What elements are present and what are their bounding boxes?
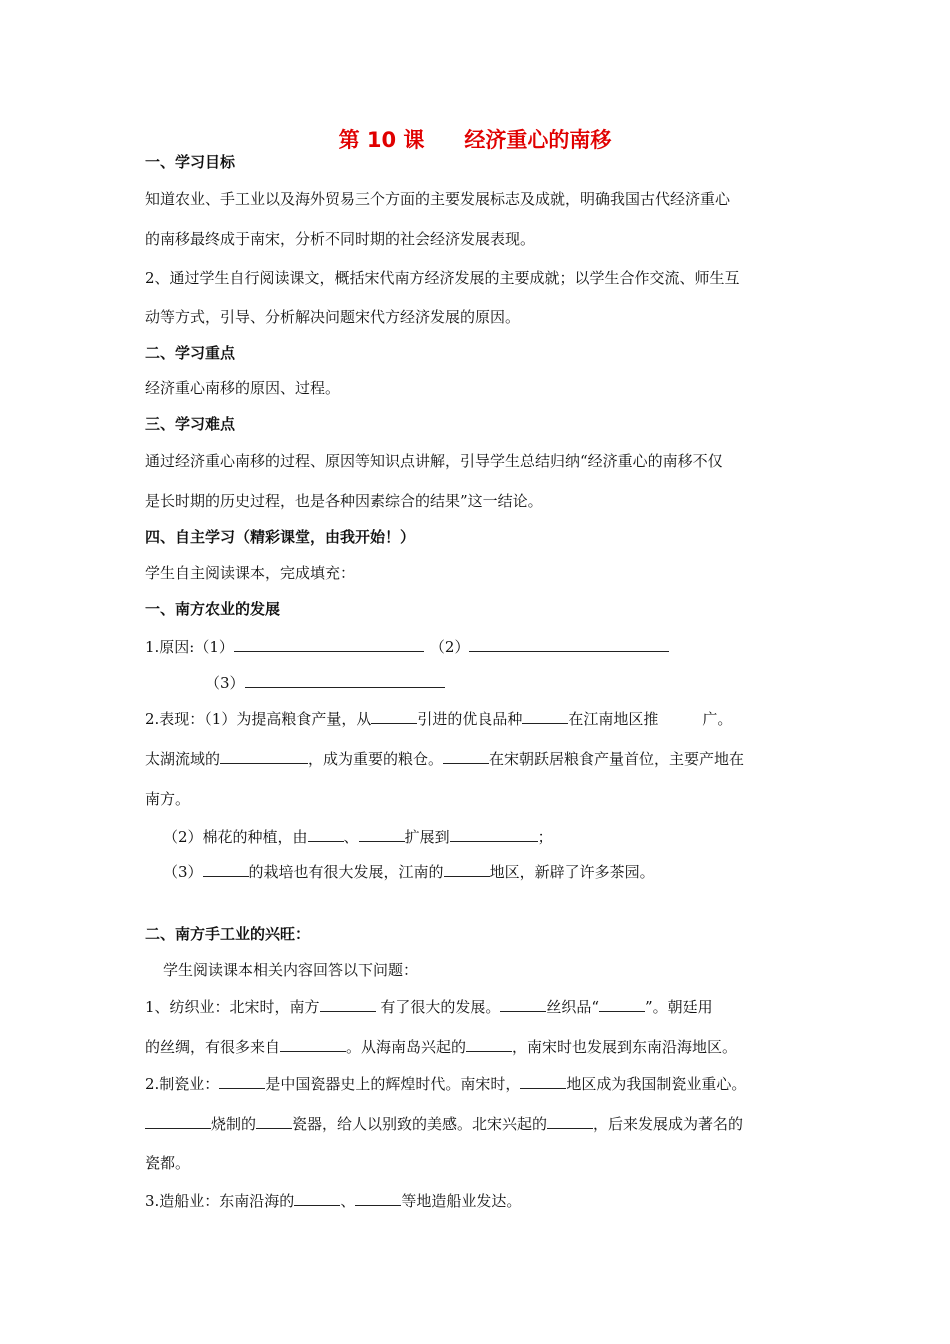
text-segment: 太湖流域的 — [145, 750, 221, 768]
goal-line-4: 动等方式，引导、分析解决问题宋代方经济发展的原因。 — [145, 308, 521, 326]
text-segment: 引进的优良品种 — [417, 710, 523, 728]
difficulty-line-2: 是长时期的历史过程，也是各种因素综合的结果”这一结论。 — [145, 492, 543, 510]
textile-line-2 — [145, 1036, 737, 1057]
blank-cotton-2[interactable] — [359, 826, 405, 842]
performance-line-2 — [145, 748, 744, 769]
text-segment: 的丝绸，有很多来自 — [145, 1038, 281, 1056]
shipbuilding-line — [145, 1190, 521, 1211]
cause-line-1 — [145, 636, 669, 657]
blank-porcelain-1[interactable] — [219, 1073, 265, 1089]
heading-difficulties: 三、学习难点 — [145, 415, 236, 433]
porcelain-line-2 — [145, 1113, 743, 1134]
text-segment: 瓷器，给人以别致的美感。北宋兴起的 — [292, 1115, 548, 1133]
heading-self-study: 四、自主学习（精彩课堂，由我开始！） — [145, 528, 416, 546]
text-segment: 、 — [343, 828, 359, 846]
blank-cause-1[interactable] — [234, 636, 424, 652]
text-segment: 烧制的 — [211, 1115, 257, 1133]
blank-cause-3[interactable] — [245, 672, 445, 688]
heading-key-points: 二、学习重点 — [145, 344, 236, 362]
blank-variety[interactable] — [522, 708, 568, 724]
textile-line-1 — [145, 996, 713, 1017]
blank-ship-1[interactable] — [294, 1190, 340, 1206]
blank-textile-1[interactable] — [320, 996, 376, 1012]
text-segment: 在宋朝跃居粮食产量首位，主要产地在 — [489, 750, 745, 768]
blank-textile-2[interactable] — [500, 996, 546, 1012]
text-segment: 有了很大的发展。 — [375, 998, 501, 1016]
blank-tea-region[interactable] — [444, 861, 490, 877]
key-points-line: 经济重心南移的原因、过程。 — [145, 379, 341, 397]
text-segment: 1、纺织业：北宋时，南方 — [145, 998, 320, 1016]
text-segment: 、 — [340, 1192, 356, 1210]
text-segment: 2.制瓷业： — [145, 1075, 220, 1093]
blank-porcelain-3[interactable] — [145, 1113, 211, 1129]
blank-porcelain-5[interactable] — [547, 1113, 593, 1129]
text-segment: 的栽培也有很大发展，江南的 — [248, 863, 444, 881]
blank-textile-3[interactable] — [599, 996, 645, 1012]
blank-porcelain-4[interactable] — [256, 1113, 292, 1129]
blank-tea[interactable] — [203, 861, 249, 877]
text-segment: ； — [537, 828, 553, 846]
blank-cause-2[interactable] — [469, 636, 669, 652]
text-segment: 广。 — [702, 710, 733, 728]
self-study-intro: 学生自主阅读课本，完成填充： — [145, 564, 356, 582]
text-segment: ，成为重要的粮仓。 — [308, 750, 444, 768]
text-segment: 是中国瓷器史上的辉煌时代。南宋时， — [265, 1075, 521, 1093]
blank-cotton-1[interactable] — [308, 826, 344, 842]
text-segment: 扩展到 — [404, 828, 450, 846]
goal-line-2: 的南移最终成于南宋，分析不同时期的社会经济发展表现。 — [145, 230, 536, 248]
performance-line-1 — [145, 708, 732, 729]
heading-handicraft: 二、南方手工业的兴旺： — [145, 925, 311, 943]
cause-2-label: （2） — [429, 638, 470, 656]
cause-label: 1.原因:（1） — [145, 638, 234, 656]
blank-origin[interactable] — [371, 708, 417, 724]
cotton-line — [163, 826, 553, 847]
heading-learning-goals: 一、学习目标 — [145, 153, 236, 171]
lesson-number: 第 10 课 — [338, 128, 425, 152]
text-segment: 丝织品“ — [546, 998, 599, 1016]
difficulty-line-1: 通过经济重心南移的过程、原因等知识点讲解，引导学生总结归纳“经济重心的南移不仅 — [145, 452, 723, 470]
cause-3-label: （3） — [205, 674, 245, 692]
blank-taihu[interactable] — [220, 748, 308, 764]
text-segment: ”。朝廷用 — [645, 998, 713, 1016]
text-segment: ，后来发展成为著名的 — [593, 1115, 744, 1133]
blank-porcelain-2[interactable] — [520, 1073, 566, 1089]
text-segment: （2）棉花的种植，由 — [163, 828, 308, 846]
blank-crop[interactable] — [443, 748, 489, 764]
handicraft-intro: 学生阅读课本相关内容回答以下问题： — [163, 961, 419, 979]
tea-line — [163, 861, 655, 882]
goal-line-1: 知道农业、手工业以及海外贸易三个方面的主要发展标志及成就，明确我国古代经济重心 — [145, 190, 731, 208]
lesson-name: 经济重心的南移 — [464, 128, 612, 152]
text-segment: 3.造船业：东南沿海的 — [145, 1192, 295, 1210]
lesson-title — [0, 124, 950, 154]
blank-textile-4[interactable] — [280, 1036, 346, 1052]
porcelain-line-1 — [145, 1073, 746, 1094]
goal-line-3: 2、通过学生自行阅读课文，概括宋代南方经济发展的主要成就；以学生合作交流、师生互 — [145, 269, 740, 287]
performance-line-3: 南方。 — [145, 790, 191, 808]
text-segment: 。从海南岛兴起的 — [346, 1038, 467, 1056]
text-segment: 等地造船业发达。 — [401, 1192, 522, 1210]
text-segment: 地区，新辟了许多茶园。 — [489, 863, 655, 881]
text-segment: 在江南地区推 — [568, 710, 659, 728]
blank-ship-2[interactable] — [355, 1190, 401, 1206]
blank-cotton-3[interactable] — [450, 826, 538, 842]
text-segment: 2.表现：（1）为提高粮食产量，从 — [145, 710, 372, 728]
text-segment: ，南宋时也发展到东南沿海地区。 — [512, 1038, 738, 1056]
text-segment: （3） — [163, 863, 203, 881]
text-segment: 地区成为我国制瓷业重心。 — [566, 1075, 747, 1093]
porcelain-line-3: 瓷都。 — [145, 1154, 191, 1172]
heading-agriculture: 一、南方农业的发展 — [145, 600, 281, 618]
blank-textile-5[interactable] — [466, 1036, 512, 1052]
cause-line-2 — [205, 672, 445, 693]
